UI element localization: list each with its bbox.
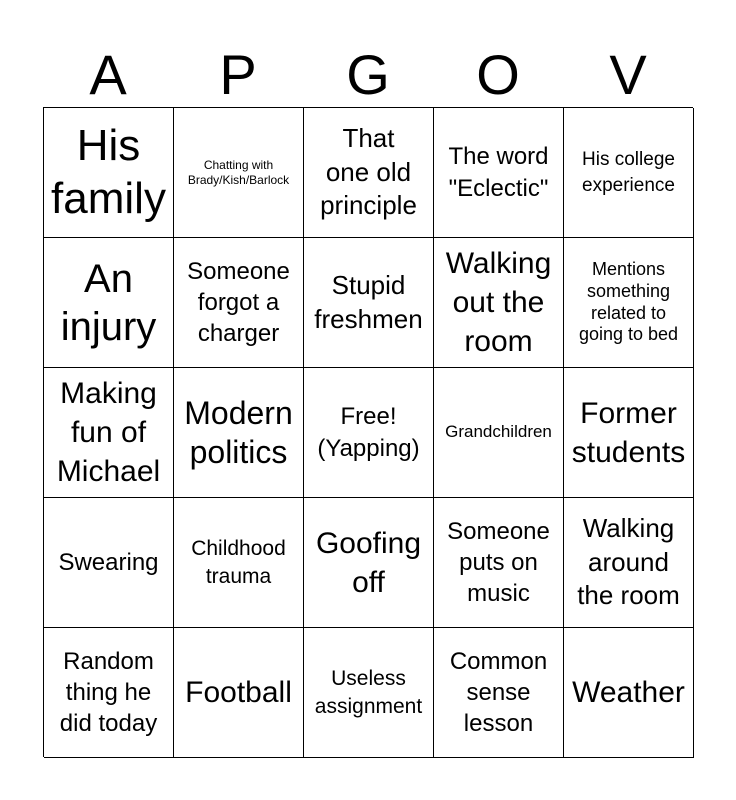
- bingo-cell-r2c5[interactable]: [564, 238, 694, 368]
- header-letter-3: G: [346, 43, 390, 106]
- cell-text: Walking around the room: [577, 512, 680, 611]
- bingo-cell-r2c3[interactable]: [304, 238, 434, 368]
- cell-text: His family: [51, 120, 166, 223]
- cell-text: His college experience: [582, 149, 675, 196]
- cell-text: Childhood trauma: [191, 537, 286, 588]
- bingo-header: [43, 42, 693, 108]
- bingo-cell-r4c1[interactable]: [44, 498, 174, 628]
- bingo-cell-r1c3[interactable]: [304, 108, 434, 238]
- cell-text: Chatting with Brady/Kish/Barlock: [187, 157, 290, 187]
- cell-text: Someone forgot a charger: [187, 257, 290, 348]
- bingo-cell-r3c5[interactable]: [564, 368, 694, 498]
- cell-text: Random thing he did today: [59, 647, 158, 738]
- cell-text: The word "Eclectic": [448, 143, 549, 202]
- header-letter-1: A: [89, 43, 127, 106]
- cell-text: Goofing off: [315, 526, 422, 599]
- cell-text: Weather: [572, 676, 685, 709]
- bingo-board: [43, 107, 693, 757]
- header-letter-5: V: [609, 43, 647, 106]
- cell-text: Grandchildren: [445, 422, 552, 442]
- bingo-cell-r4c2[interactable]: [174, 498, 304, 628]
- bingo-cell-r3c1[interactable]: [44, 368, 174, 498]
- cell-text: That one old principle: [320, 122, 417, 221]
- bingo-cell-r5c3[interactable]: [304, 628, 434, 758]
- cell-text: Free! (Yapping): [317, 403, 420, 462]
- bingo-cell-r1c4[interactable]: [434, 108, 564, 238]
- header-letter-2: P: [219, 43, 257, 106]
- bingo-cell-r5c1[interactable]: [44, 628, 174, 758]
- cell-text: Mentions something related to going to bed: [578, 259, 679, 345]
- cell-text: Stupid freshmen: [314, 269, 423, 334]
- cell-text: Making fun of Michael: [56, 377, 161, 488]
- cell-text: Common sense lesson: [449, 647, 548, 738]
- bingo-cell-r1c1[interactable]: [44, 108, 174, 238]
- bingo-cell-r3c2[interactable]: [174, 368, 304, 498]
- bingo-cell-r5c2[interactable]: [174, 628, 304, 758]
- bingo-cell-r4c3[interactable]: [304, 498, 434, 628]
- header-letter-4: O: [476, 43, 520, 106]
- bingo-cell-r2c4[interactable]: [434, 238, 564, 368]
- cell-text: Useless assignment: [314, 667, 423, 718]
- cell-text: Modern politics: [184, 395, 293, 470]
- bingo-cell-r4c5[interactable]: [564, 498, 694, 628]
- bingo-cell-r5c5[interactable]: [564, 628, 694, 758]
- bingo-cell-r3c3[interactable]: [304, 368, 434, 498]
- bingo-cell-r1c2[interactable]: [174, 108, 304, 238]
- cell-text: Walking out the room: [445, 247, 552, 358]
- cell-text: Someone puts on music: [447, 517, 550, 608]
- cell-text: An injury: [60, 256, 157, 349]
- bingo-cell-r2c2[interactable]: [174, 238, 304, 368]
- bingo-cell-r3c4[interactable]: [434, 368, 564, 498]
- bingo-cell-r4c4[interactable]: [434, 498, 564, 628]
- bingo-cell-r2c1[interactable]: [44, 238, 174, 368]
- cell-text: Former students: [571, 396, 686, 469]
- bingo-cell-r1c5[interactable]: [564, 108, 694, 238]
- bingo-cell-r5c4[interactable]: [434, 628, 564, 758]
- cell-text: Swearing: [58, 548, 159, 576]
- cell-text: Football: [185, 676, 292, 709]
